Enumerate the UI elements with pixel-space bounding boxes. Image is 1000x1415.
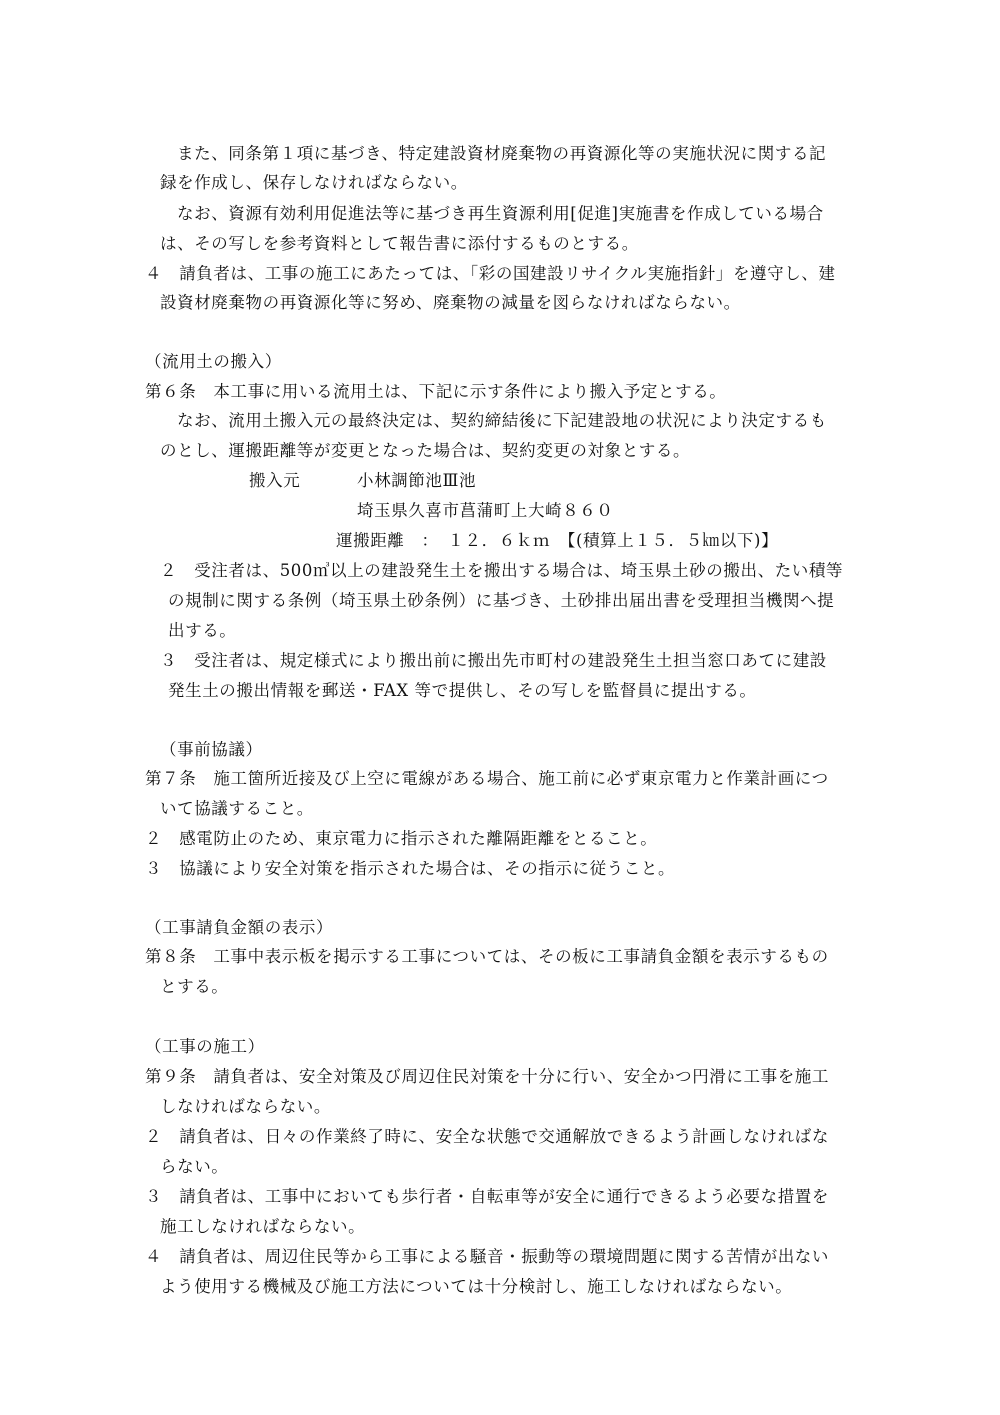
- art5-line-4: は、その写しを参考資料として報告書に添付するものとする。: [160, 234, 639, 253]
- art9-para2-line-2: らない。: [160, 1157, 229, 1176]
- art6-line-2: なお、流用土搬入元の最終決定は、契約締結後に下記建設地の状況により決定するも: [177, 411, 827, 430]
- art6-line-3: のとし、運搬距離等が変更となった場合は、契約変更の対象とする。: [160, 441, 691, 460]
- art9-para4-line-1: ４ 請負者は、周辺住民等から工事による騒音・振動等の環境問題に関する苦情が出ない: [145, 1247, 829, 1266]
- art7-line-2: いて協議すること。: [160, 799, 314, 818]
- art9-line-1: 第９条 請負者は、安全対策及び周辺住民対策を十分に行い、安全かつ円滑に工事を施工: [145, 1067, 829, 1086]
- art6-para3-line-1: ３ 受注者は、規定様式により搬出前に搬出先市町村の建設発生土担当窓口あてに建設: [160, 651, 827, 670]
- art8-heading: （工事請負金額の表示）: [145, 918, 334, 937]
- art6-source-name: 小林調節池Ⅲ池: [357, 471, 477, 490]
- art6-source-label: 搬入元: [249, 471, 301, 490]
- art5-line-1: また、同条第１項に基づき、特定建設資材廃棄物の再資源化等の実施状況に関する記: [177, 144, 827, 163]
- art6-para2-line-1: ２ 受注者は、500㎥以上の建設発生土を搬出する場合は、埼玉県土砂の搬出、たい積等: [160, 561, 844, 580]
- art7-para3: ３ 協議により安全対策を指示された場合は、その指示に従うこと。: [145, 859, 676, 878]
- art6-para3-line-2: 発生土の搬出情報を郵送・FAX 等で提供し、その写しを監督員に提出する。: [168, 681, 757, 700]
- art5-line-3: なお、資源有効利用促進法等に基づき再生資源利用[促進]実施書を作成している場合: [177, 204, 824, 223]
- art9-para2-line-1: ２ 請負者は、日々の作業終了時に、安全な状態で交通解放できるよう計画しなければな: [145, 1127, 829, 1146]
- art6-line-1: 第６条 本工事に用いる流用土は、下記に示す条件により搬入予定とする。: [145, 382, 727, 401]
- art9-heading: （工事の施工）: [145, 1037, 265, 1056]
- art6-distance: 運搬距離 ： １２．６ｋｍ 【(積算上１５．５㎞以下)】: [336, 531, 779, 550]
- art5-line-2: 録を作成し、保存しなければならない。: [160, 173, 468, 192]
- art9-para3-line-1: ３ 請負者は、工事中においても歩行者・自転車等が安全に通行できるよう必要な措置を: [145, 1187, 829, 1206]
- art6-para2-line-3: 出する。: [168, 621, 237, 640]
- art5-para4-line-2: 設資材廃棄物の再資源化等に努め、廃棄物の減量を図らなければならない。: [160, 293, 741, 312]
- art9-line-2: しなければならない。: [160, 1097, 331, 1116]
- art9-para3-line-2: 施工しなければならない。: [160, 1217, 366, 1236]
- art7-line-1: 第７条 施工箇所近接及び上空に電線がある場合、施工前に必ず東京電力と作業計画につ: [145, 769, 829, 788]
- art5-para4-line-1: ４ 請負者は、工事の施工にあたっては、「彩の国建設リサイクル実施指針」を遵守し、建: [145, 264, 836, 283]
- art8-line-1: 第８条 工事中表示板を掲示する工事については、その板に工事請負金額を表示するもの: [145, 947, 829, 966]
- art8-line-2: とする。: [160, 977, 229, 996]
- art6-heading: （流用土の搬入）: [145, 352, 282, 371]
- art9-para4-line-2: よう使用する機械及び施工方法については十分検討し、施工しなければならない。: [160, 1277, 793, 1296]
- art6-source-address: 埼玉県久喜市菖蒲町上大崎８６０: [357, 501, 614, 520]
- art7-heading: （事前協議）: [160, 740, 263, 759]
- art7-para2: ２ 感電防止のため、東京電力に指示された離隔距離をとること。: [145, 829, 658, 848]
- art6-para2-line-2: の規制に関する条例（埼玉県土砂条例）に基づき、土砂排出届出書を受理担当機関へ提: [168, 591, 835, 610]
